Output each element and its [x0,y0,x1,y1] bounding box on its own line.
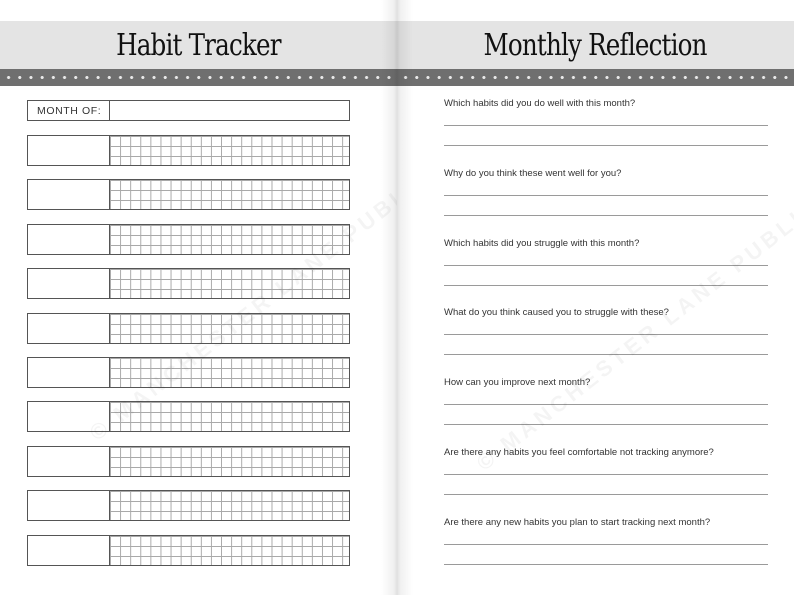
habit-row[interactable] [27,224,350,255]
habit-row[interactable] [27,535,350,566]
dot-divider-band [397,69,794,86]
month-of-field[interactable] [27,100,350,121]
reflection-question: How can you improve next month? [444,377,591,389]
answer-line[interactable] [444,334,768,335]
monthly-reflection-title: Monthly Reflection [483,27,708,63]
reflection-question-block [444,167,768,219]
answer-line[interactable] [444,424,768,425]
reflection-question: Which habits did you struggle with this month? [444,237,640,249]
habit-row[interactable] [27,401,350,432]
answer-line[interactable] [444,404,768,405]
answer-line[interactable] [444,195,768,196]
monthly-reflection-header [397,21,794,69]
habit-name-cell[interactable] [28,536,110,565]
habit-tracker-title: Habit Tracker [116,27,281,63]
answer-line[interactable] [444,145,768,146]
habit-day-grid[interactable] [110,491,349,520]
habit-name-cell[interactable] [28,358,110,387]
answer-line[interactable] [444,544,768,545]
habit-name-cell[interactable] [28,136,110,165]
habit-row[interactable] [27,490,350,521]
habit-day-grid[interactable] [110,180,349,209]
answer-line[interactable] [444,215,768,216]
answer-line[interactable] [444,494,768,495]
habit-name-cell[interactable] [28,314,110,343]
reflection-question-block [444,97,768,149]
answer-line[interactable] [444,125,768,126]
habit-name-cell[interactable] [28,491,110,520]
reflection-question: Are there any habits you feel comfortable not tracking anymore? [444,447,714,458]
habit-row[interactable] [27,135,350,166]
habit-day-grid[interactable] [110,447,349,476]
habit-row[interactable] [27,446,350,477]
month-of-input-area[interactable] [110,101,349,120]
habit-row[interactable] [27,179,350,210]
answer-line[interactable] [444,474,768,475]
reflection-question: Are there any new habits you plan to start tracking next month? [444,516,711,528]
habit-name-cell[interactable] [28,447,110,476]
habit-row[interactable] [27,313,350,344]
reflection-question: Which habits did you do well with this month? [444,98,636,109]
answer-line[interactable] [444,564,768,565]
reflection-question-block [444,376,768,428]
habit-name-cell[interactable] [28,180,110,209]
habit-day-grid[interactable] [110,536,349,565]
habit-day-grid[interactable] [110,136,349,165]
monthly-reflection-page [397,0,794,595]
reflection-question: Why do you think these went well for you? [444,167,622,179]
reflection-question: What do you think caused you to struggle with these? [444,307,669,319]
habit-name-cell[interactable] [28,269,110,298]
dot-divider-band [0,69,397,86]
habit-name-cell[interactable] [28,225,110,254]
reflection-question-block [444,516,768,568]
habit-tracker-header [0,21,397,69]
month-of-label: MONTH OF: [28,101,110,120]
